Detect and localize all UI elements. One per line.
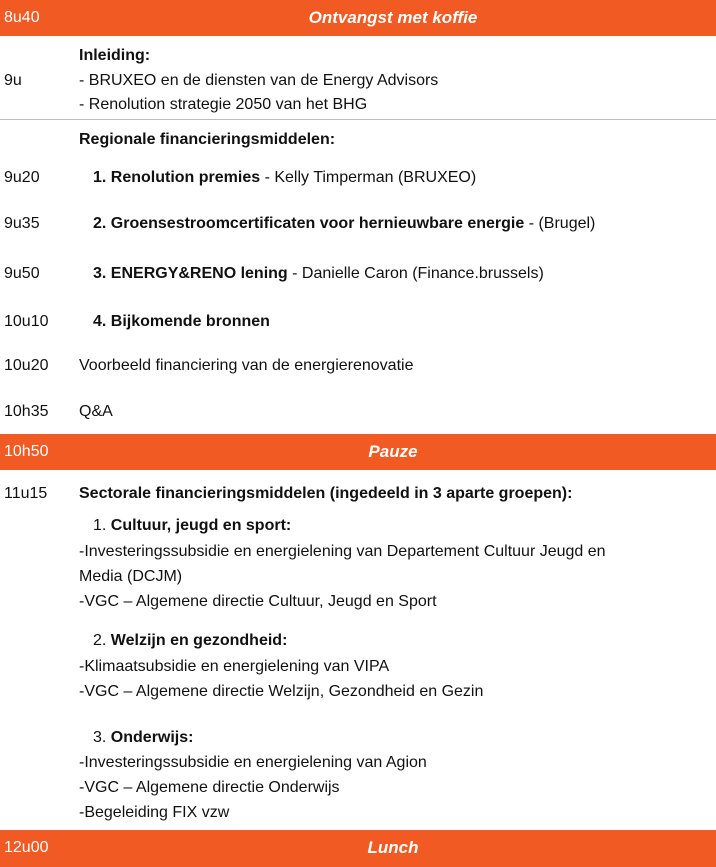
item-speaker: - (Brugel) xyxy=(524,215,596,232)
item-title: 2. Groensestroomcertificaten voor hernieuwbare energie xyxy=(93,215,525,232)
time-label: 8u40 xyxy=(4,9,40,26)
group-heading xyxy=(93,729,193,747)
agenda-line: -Investeringssubsidie en energielening van Agion xyxy=(79,754,427,771)
agenda-line: -Begeleiding FIX vzw xyxy=(79,804,230,821)
section-heading: Inleiding: xyxy=(79,47,151,64)
group-number: 2. xyxy=(93,632,111,649)
session-title: Ontvangst met koffie xyxy=(308,8,478,27)
time-label: 9u xyxy=(4,72,22,89)
session-title: Pauze xyxy=(368,442,418,461)
session-title: Lunch xyxy=(367,838,419,857)
agenda-line: Q&A xyxy=(79,403,113,420)
group-title: Welzijn en gezondheid: xyxy=(110,632,288,649)
time-label: 12u00 xyxy=(4,839,49,856)
item-title: 3. ENERGY&RENO lening xyxy=(93,265,288,282)
group-heading xyxy=(93,632,287,650)
time-label: 10h35 xyxy=(4,403,49,420)
time-label: 9u35 xyxy=(4,215,40,232)
agenda-line: -VGC – Algemene directie Cultuur, Jeugd en Sport xyxy=(79,593,437,610)
group-heading xyxy=(93,517,291,535)
item-title: 4. Bijkomende bronnen xyxy=(93,313,270,330)
item-title: 1. Renolution premies xyxy=(93,169,261,186)
time-label: 9u20 xyxy=(4,169,40,186)
group-number: 1. xyxy=(93,517,111,534)
time-label: 10u20 xyxy=(4,357,49,374)
group-number: 3. xyxy=(93,729,111,746)
agenda-item xyxy=(93,215,595,233)
agenda-line: Voorbeeld financiering van de energierenovatie xyxy=(79,357,414,374)
group-title: Cultuur, jeugd en sport: xyxy=(110,517,292,534)
section-heading: Sectorale financieringsmiddelen (ingedeeld in 3 aparte groepen): xyxy=(79,485,573,502)
item-speaker: - Kelly Timperman (BRUXEO) xyxy=(260,169,477,186)
agenda-line: -VGC – Algemene directie Welzijn, Gezondheid en Gezin xyxy=(79,683,484,700)
agenda-row-break xyxy=(0,434,716,470)
time-label: 11u15 xyxy=(4,485,48,502)
time-label: 10u10 xyxy=(4,313,49,330)
agenda-line: - Renolution strategie 2050 van het BHG xyxy=(79,96,368,113)
agenda-row-lunch xyxy=(0,830,716,867)
time-label: 9u50 xyxy=(4,265,40,282)
time-label: 10h50 xyxy=(4,443,49,460)
agenda-item xyxy=(93,265,544,283)
agenda-line: - BRUXEO en de diensten van de Energy Advisors xyxy=(79,72,439,89)
agenda-row-welcome xyxy=(0,0,716,36)
group-title: Onderwijs: xyxy=(110,729,194,746)
agenda-line: -Investeringssubsidie en energielening van Departement Cultuur Jeugd en xyxy=(79,543,606,560)
agenda-line: -Klimaatsubsidie en energielening van VIPA xyxy=(79,658,390,675)
agenda-line: -VGC – Algemene directie Onderwijs xyxy=(79,779,340,796)
item-speaker: - Danielle Caron (Finance.brussels) xyxy=(287,265,544,282)
agenda-line: Media (DCJM) xyxy=(79,568,183,585)
divider xyxy=(0,119,716,120)
section-heading: Regionale financieringsmiddelen: xyxy=(79,131,336,148)
agenda-item xyxy=(93,169,476,187)
